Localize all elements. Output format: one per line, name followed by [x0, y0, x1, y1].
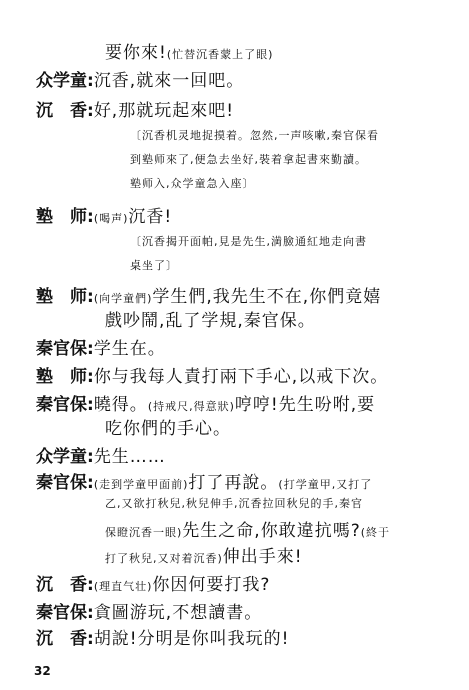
- speaker-name: 秦官保:: [36, 603, 94, 623]
- speaker-name: 秦官保:: [36, 395, 94, 415]
- dialogue-text: 哼哼!先生吩咐,要: [234, 395, 376, 415]
- dialogue-text: 曉得。: [93, 395, 148, 415]
- speaker-name: 沉 香:: [36, 629, 94, 649]
- dialogue-line: [130, 254, 178, 273]
- stage-direction: (持戒尺,得意狀): [147, 400, 235, 413]
- stage-direction: 〔沉香机灵地捉摸着。忽然,一声咳嗽,秦官保看: [130, 129, 379, 142]
- stage-direction: 打了秋兒,又对着沉香): [105, 552, 223, 565]
- stage-direction: (向学童們): [93, 292, 153, 305]
- stage-direction: 〔沉香揭开面帕,見是先生,満臉通紅地走向書: [130, 235, 367, 248]
- speaker-name: 塾 师:: [36, 367, 94, 387]
- dialogue-line: [130, 124, 379, 143]
- dialogue-line: [36, 390, 375, 415]
- dialogue-line: [36, 442, 166, 467]
- speaker-name: 秦官保:: [36, 473, 94, 493]
- dialogue-line: [130, 148, 367, 167]
- dialogue-text: 貪圖游玩,不想讀書。: [93, 603, 263, 623]
- stage-direction: (理直气壮): [93, 580, 153, 593]
- dialogue-text: 吃你們的手心。: [105, 419, 231, 439]
- stage-direction: (打学童甲,又打了: [278, 478, 373, 491]
- dialogue-text: 学生們,我先生不在,你們竟嬉: [152, 287, 382, 307]
- stage-direction: 到塾师來了,便急去坐好,裝着拿起書來勤讀。: [130, 153, 367, 166]
- speaker-name: 众学童:: [36, 71, 94, 91]
- dialogue-text: 你因何要打我?: [152, 575, 271, 595]
- dialogue-text: 要你來!: [105, 43, 167, 63]
- stage-direction: (走到学童甲面前): [93, 478, 189, 491]
- speaker-name: 塾 师:: [36, 287, 94, 307]
- dialogue-text: 胡說!分明是你叫我玩的!: [93, 629, 290, 649]
- dialogue-line: [36, 96, 234, 121]
- dialogue-text: 先生……: [93, 447, 166, 467]
- stage-direction: (喝声): [93, 212, 129, 225]
- stage-direction: 乙,又欲打秋兒,秋兒伸手,沉香拉回秋兒的手,秦官: [105, 497, 363, 510]
- dialogue-text: 沉香!: [128, 207, 173, 227]
- speaker-name: 秦官保:: [36, 339, 94, 359]
- dialogue-line: [105, 542, 303, 567]
- dialogue-text: 你与我每人責打兩下手心,以戒下次。: [93, 367, 389, 387]
- speaker-name: 众学童:: [36, 447, 94, 467]
- dialogue-line: [36, 624, 289, 649]
- speaker-name: 沉 香:: [36, 575, 94, 595]
- dialogue-text: 打了再說。: [188, 473, 279, 493]
- dialogue-text: 伸出手來!: [222, 547, 303, 567]
- dialogue-line: [36, 468, 372, 493]
- dialogue-text: 学生在。: [93, 339, 166, 359]
- dialogue-line: [105, 414, 231, 439]
- dialogue-line: [130, 230, 367, 249]
- dialogue-line: [105, 492, 363, 511]
- dialogue-line: [105, 516, 390, 541]
- dialogue-text: 先生之命,你敢違抗嗎?: [182, 521, 361, 541]
- dialogue-text: 戲吵鬧,乱了学規,秦官保。: [105, 311, 316, 331]
- speaker-name: 塾 师:: [36, 207, 94, 227]
- dialogue-line: [36, 334, 166, 359]
- page-number: 32: [34, 664, 51, 678]
- stage-direction: 桌坐了〕: [130, 259, 178, 272]
- dialogue-line: [36, 570, 270, 595]
- dialogue-line: [36, 66, 244, 91]
- dialogue-line: [130, 172, 255, 191]
- speaker-name: 沉 香:: [36, 101, 94, 121]
- dialogue-line: [105, 306, 316, 331]
- stage-direction: (終于: [360, 526, 391, 539]
- dialogue-line: [105, 38, 273, 63]
- stage-direction: (忙替沉香蒙上了眼): [166, 48, 274, 61]
- dialogue-line: [36, 282, 381, 307]
- dialogue-line: [36, 202, 172, 227]
- dialogue-line: [36, 598, 262, 623]
- dialogue-text: 好,那就玩起來吧!: [93, 101, 235, 121]
- dialogue-text: 沉香,就來一回吧。: [93, 71, 245, 91]
- stage-direction: 塾师入,众学童急入座〕: [130, 177, 255, 190]
- dialogue-line: [36, 362, 388, 387]
- stage-direction: 保瞪沉香一眼): [105, 526, 183, 539]
